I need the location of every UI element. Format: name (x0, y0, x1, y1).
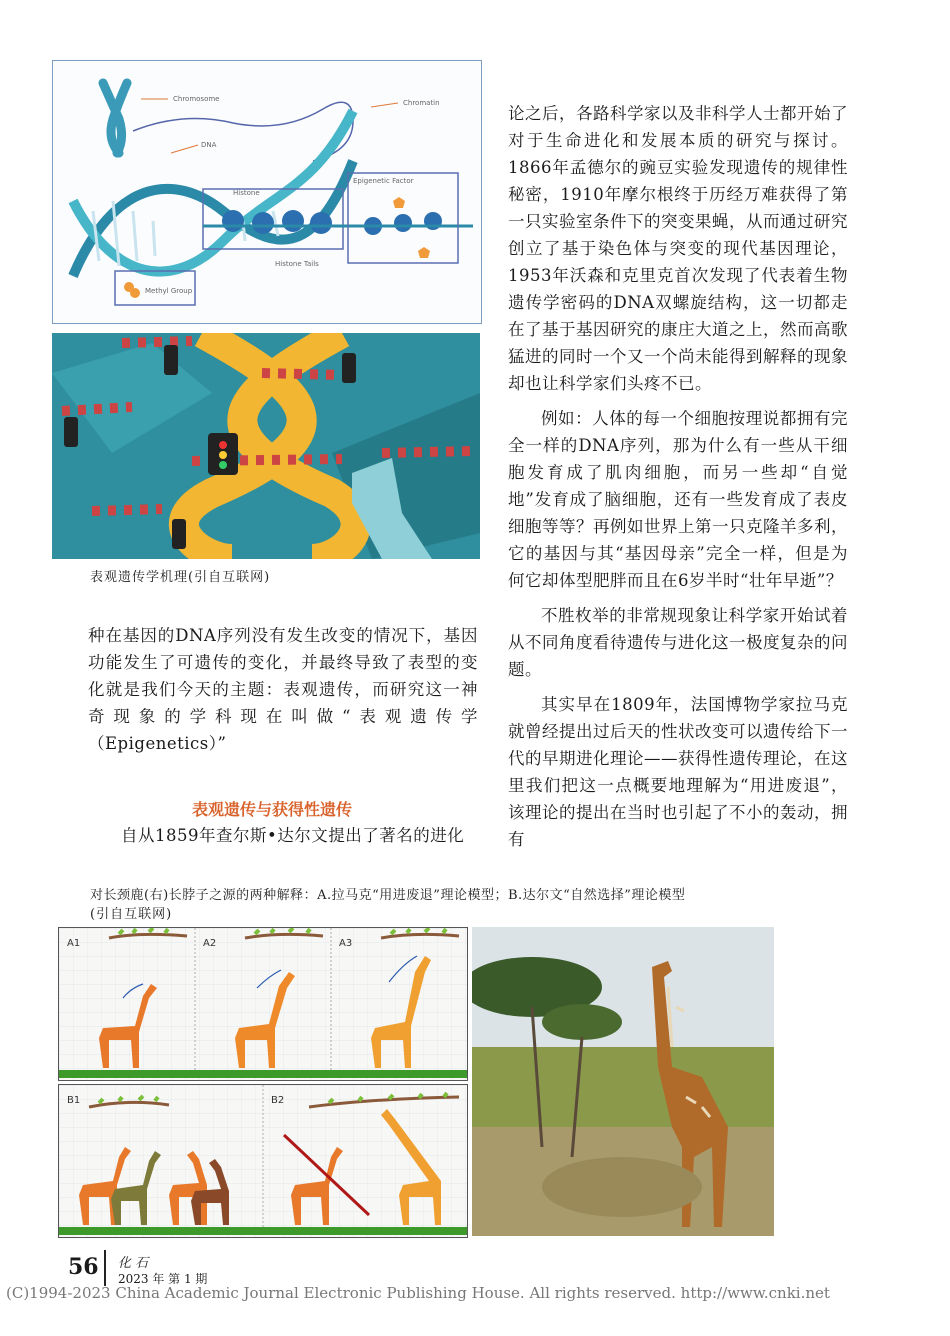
panel-label-a2: A2 (203, 938, 217, 949)
panel-label-a1: A1 (67, 938, 81, 949)
epigenetics-illustration (52, 333, 480, 559)
panel-label-b1: B1 (67, 1095, 81, 1106)
issue-info: 2023 年 第 1 期 (118, 1272, 208, 1286)
page-number: 56 (68, 1254, 99, 1280)
right-column (508, 100, 848, 861)
footer-divider (104, 1250, 106, 1286)
section-first-paragraph: 自从1859年查尔斯•达尔文提出了著名的进化 (121, 826, 465, 845)
right-paragraph-1: 论之后，各路科学家以及非科学人士都开始了对于生命进化和发展本质的研究与探讨。1866年孟德尔的豌豆实验发现遗传的规律性秘密，1910年摩尔根终于历经万难获得了第一只实验室条件下的突变果蝇，从而通过研究创立了基于染色体与突变的现代基因理论，1953年沃森和克里克首次发现了代表着生物遗传学密码的DNA双螺旋结构，这一切都走在了基于基因研究的康庄大道之上，然而高歌猛进的同时一个又一个尚未能得到解释的现象却也让科学家们头疼不已。 (508, 104, 848, 393)
chromosome-label: Chromosome (173, 95, 220, 103)
section-first-line (88, 822, 478, 857)
chromosome-shape (103, 83, 127, 153)
chromatin-label: Chromatin (403, 99, 440, 107)
panel-label-a3: A3 (339, 938, 353, 949)
right-paragraph-3: 不胜枚举的非常规现象让科学家开始试着从不同角度看待遗传与进化这一极度复杂的问题。 (508, 606, 848, 679)
giraffe-photo (472, 927, 774, 1236)
dna-label: DNA (201, 141, 217, 149)
section-title: 表观遗传与获得性遗传 (192, 800, 353, 819)
darwin-model-panel (58, 1084, 468, 1238)
figure3-caption-line2: (引自互联网) (90, 907, 173, 922)
histone-label: Histone (233, 189, 260, 197)
epigenetic-factor-label: Epigenetic Factor (353, 177, 414, 185)
histone-tails-label: Histone Tails (275, 260, 319, 268)
methyl-group-label: Methyl Group (145, 287, 193, 295)
figure2-caption: 表观遗传学机理(引自互联网) (90, 570, 271, 585)
lamarck-model-panel (58, 927, 468, 1081)
right-paragraph-2: 例如：人体的每一个细胞按理说都拥有完全一样的DNA序列，那为什么有一些从干细胞发育成了肌肉细胞，而另一些却“自觉地”发育成了脑细胞，还有一些发育成了表皮细胞等等？再例如世界上第一只克隆羊多利，它的基因与其“基因母亲”完全一样，但是为何它却体型肥胖而且在6岁半时“壮年早逝”？ (508, 409, 848, 590)
left-paragraph: 种在基因的DNA序列没有发生改变的情况下，基因功能发生了可遗传的变化，并最终导致了表型的变化就是我们今天的主题：表观遗传，而研究这一神奇现象的学科现在叫做“表观遗传学（Epigenetics）” (88, 626, 478, 753)
right-paragraph-4: 其实早在1809年，法国博物学家拉马克就曾经提出过后天的性状改变可以遗传给下一代的早期进化理论——获得性遗传理论，在这里我们把这一点概要地理解为“用进废退”，该理论的提出在当时也引起了不小的轰动，拥有 (508, 695, 848, 849)
panel-label-b2: B2 (271, 1095, 285, 1106)
copyright-line: (C)1994-2023 China Academic Journal Electronic Publishing House. All rights reserved. http://www.cnki.net (6, 1284, 830, 1302)
figure3-caption-line1: 对长颈鹿(右)长脖子之源的两种解释：A.拉马克“用进废退”理论模型；B.达尔文“自然选择”理论模型 (90, 888, 686, 903)
magazine-name: 化 石 (118, 1256, 149, 1271)
left-column (88, 622, 478, 765)
epigenetics-diagram (52, 60, 482, 324)
